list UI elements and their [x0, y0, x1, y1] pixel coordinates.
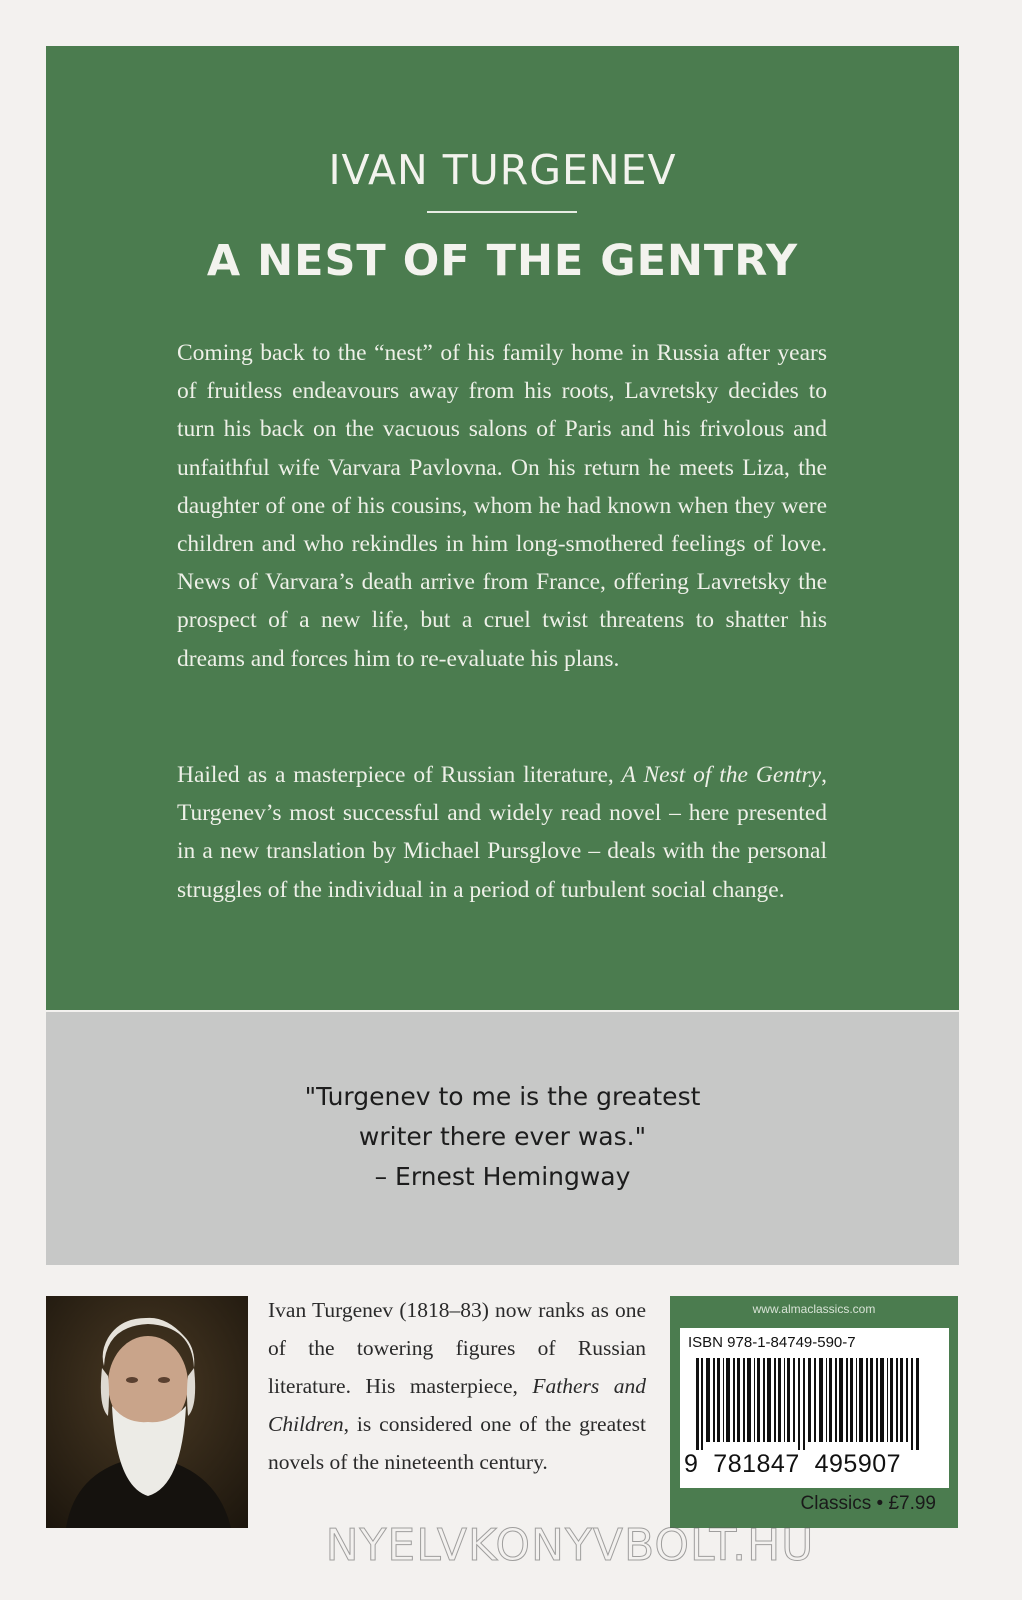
book-title: A NEST OF THE GENTRY: [206, 236, 799, 286]
watermark: NYELVKONYVBOLT.HU: [325, 1520, 815, 1571]
author-portrait: [46, 1296, 248, 1528]
publisher-website: www.almaclassics.com: [752, 1302, 876, 1316]
barcode-digits: 9 781847 495907: [684, 1450, 902, 1478]
isbn-text: ISBN 978-1-84749-590-7: [688, 1334, 856, 1351]
author-name: IVAN TURGENEV: [328, 146, 677, 194]
author-bio: [268, 1291, 646, 1481]
bio-rest: , is considered one of the greatest novels of the nineteenth century.: [268, 1412, 646, 1474]
quote-line-2: writer there ever was.": [358, 1122, 647, 1151]
quote-panel: [46, 1012, 959, 1265]
barcode-box: [670, 1296, 958, 1528]
blurb-paragraph-2: [177, 756, 827, 909]
front-blurb-panel: [46, 46, 959, 1010]
bio-book-title: Fathers and Children: [268, 1374, 646, 1436]
hemingway-quote: [46, 1077, 959, 1197]
bio-intro: Ivan Turgenev (1818–83) now ranks as one of the towering figures of Russian literature. His masterpiece,: [268, 1298, 646, 1398]
quote-attribution: – Ernest Hemingway: [374, 1162, 631, 1191]
blurb-2-book-title: A Nest of the Gentry: [621, 762, 822, 788]
barcode-bars: [686, 1358, 942, 1450]
quote-line-1: "Turgenev to me is the greatest: [304, 1082, 701, 1111]
barcode-label: [680, 1328, 949, 1488]
title-divider: [427, 211, 577, 213]
blurb-2-rest: , Turgenev’s most successful and widely read novel – here presented in a new translation by Michael Pursglove – deals with the personal struggles of the individual in a period of turbulent social change.: [177, 762, 827, 903]
blurb-2-intro: Hailed as a masterpiece of Russian literature,: [177, 762, 622, 788]
blurb-paragraph-1: Coming back to the “nest” of his family home in Russia after years of fruitless endeavours away from his roots, Lavretsky decides to turn his back on the vacuous salons of Paris and his frivolous and unfaithful wife Varvara Pavlovna. On his return he meets Liza, the daughter of one of his cousins, whom he had known when they were children and who rekindles in him long-smothered feelings of love. News of Varvara’s death arrive from France, offering Lavretsky the prospect of a new life, but a cruel twist threatens to shatter his dreams and forces him to re-evaluate his plans.: [177, 340, 827, 672]
price-label: Classics • £7.99: [800, 1493, 936, 1514]
